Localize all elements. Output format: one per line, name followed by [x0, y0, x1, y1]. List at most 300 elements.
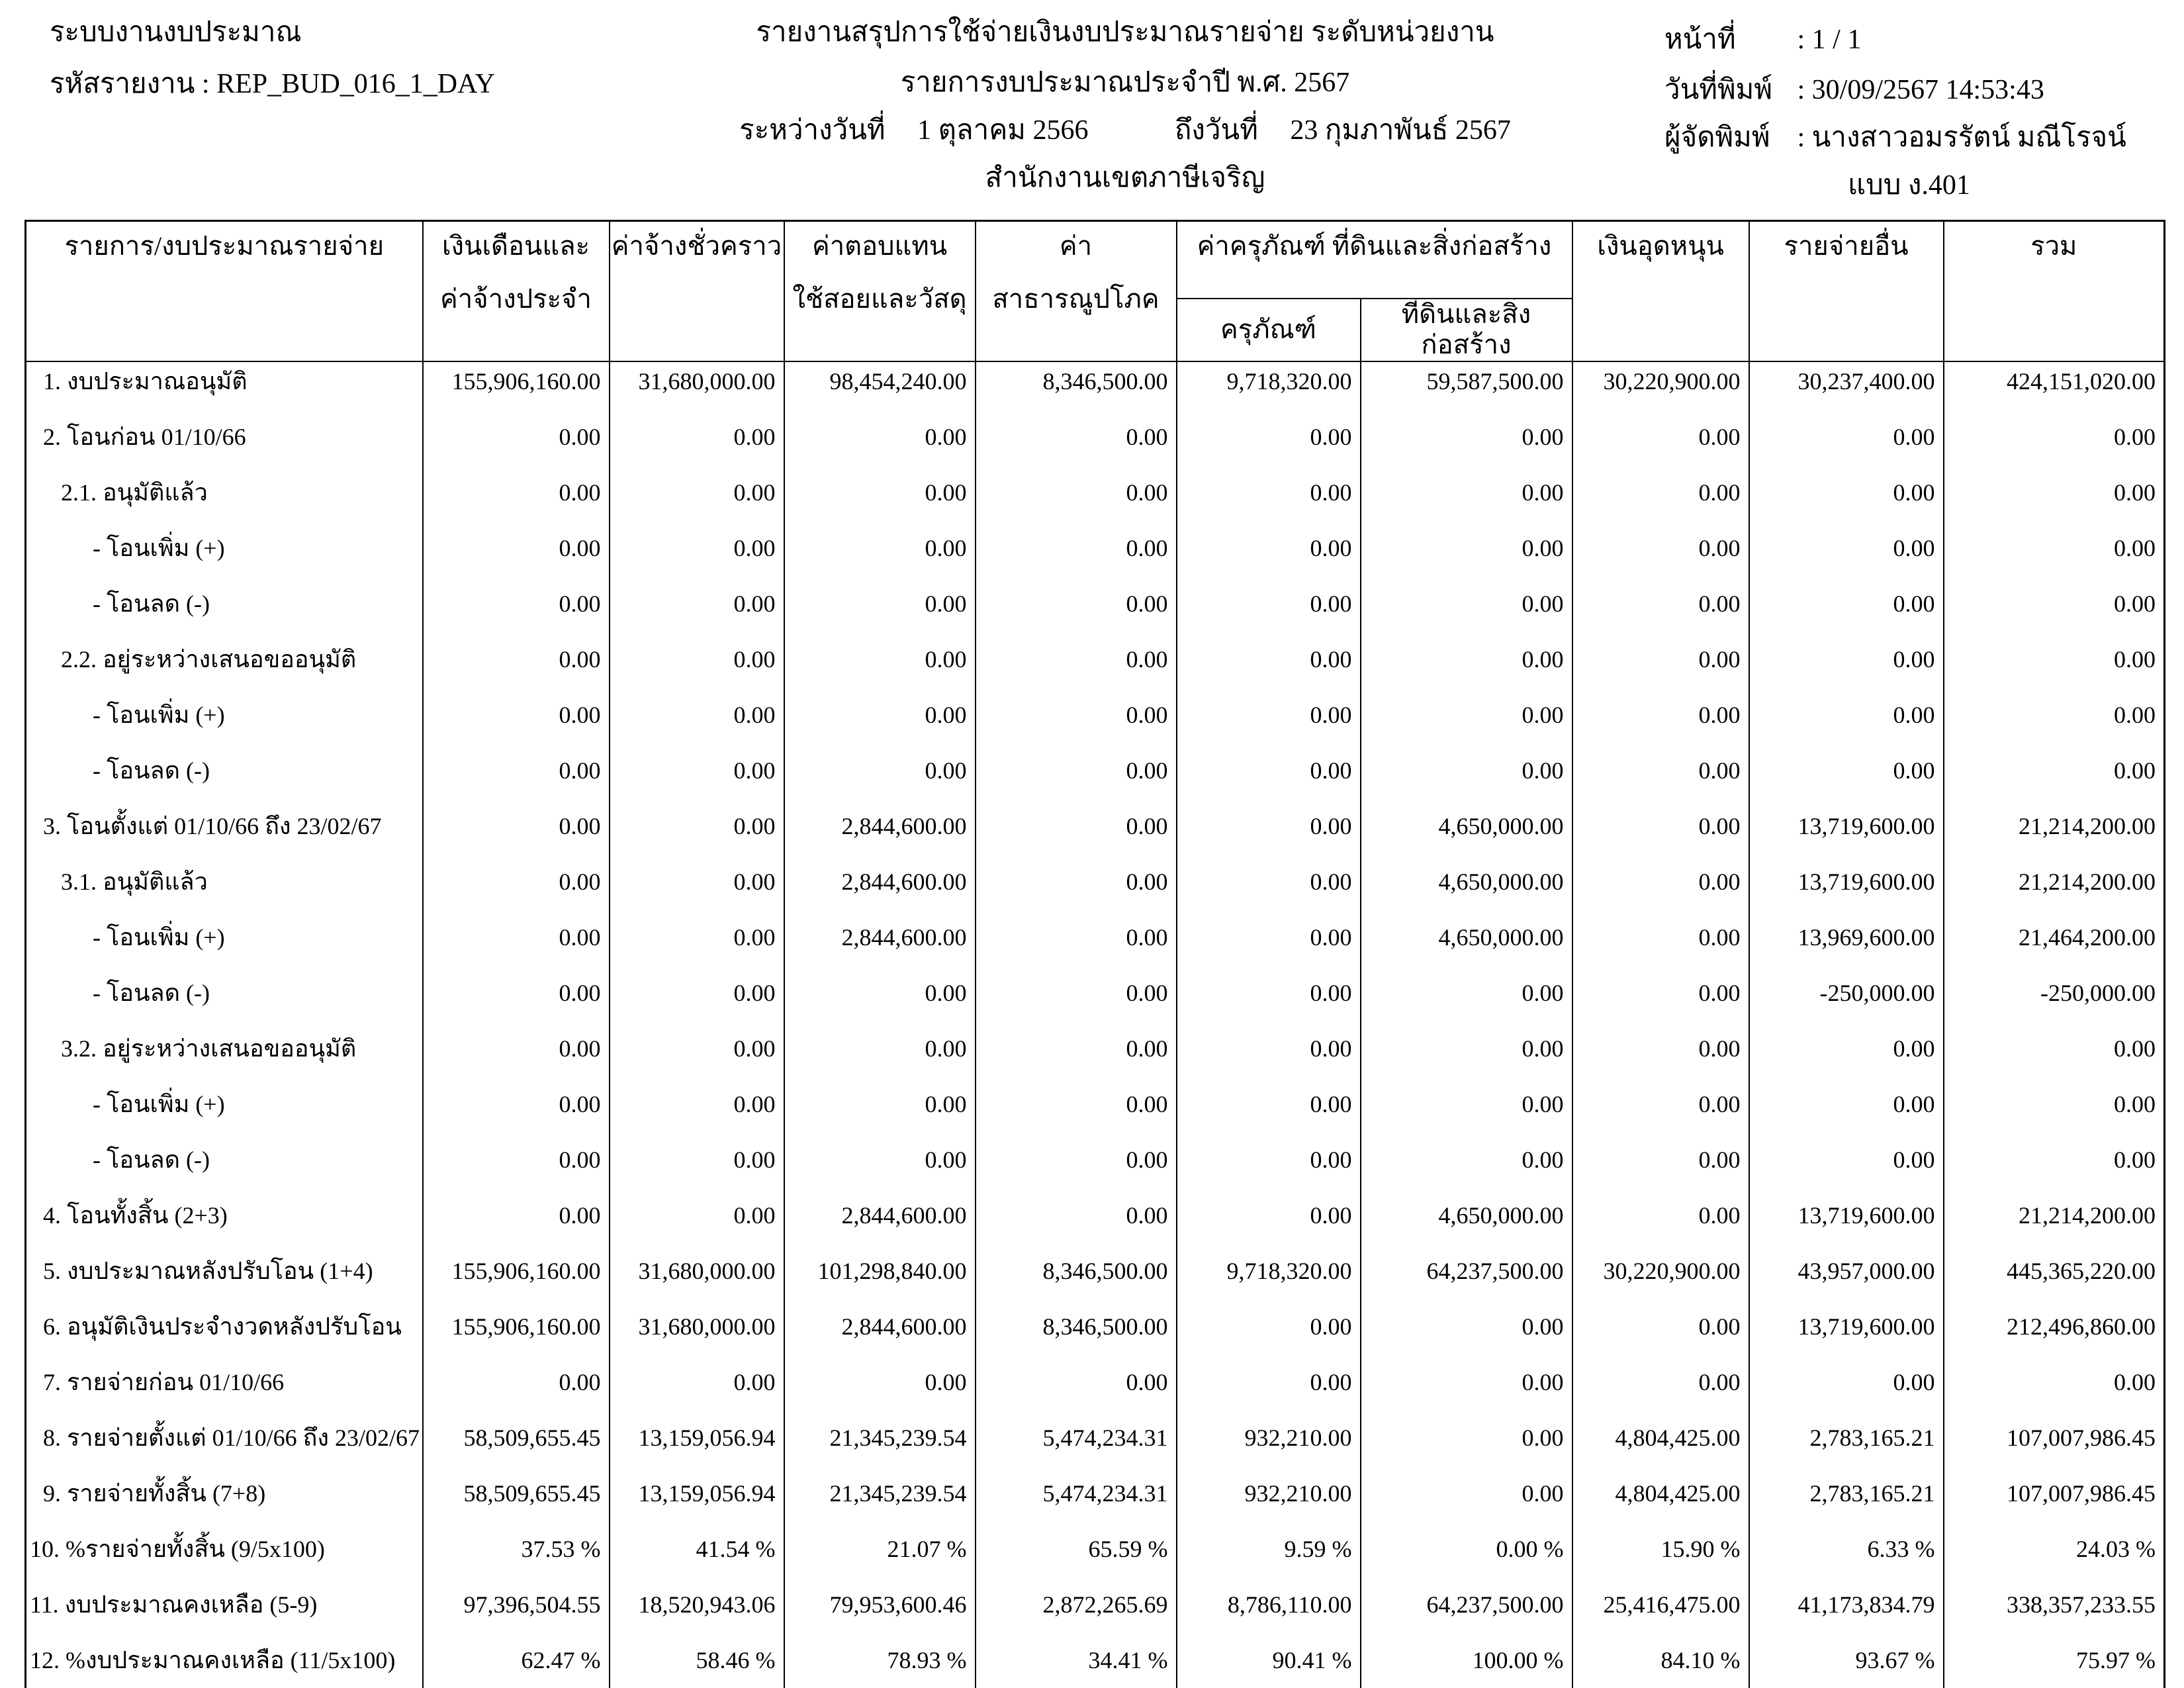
cell-value: 0.00 — [423, 807, 610, 863]
cell-value: 212,496,860.00 — [1944, 1307, 2165, 1363]
cell-value: 31,680,000.00 — [610, 1252, 784, 1307]
cell-value: 107,007,986.45 — [1944, 1474, 2165, 1530]
cell-value: 0.00 — [1572, 807, 1749, 863]
cell-value: 65.59 % — [976, 1530, 1177, 1585]
table-row — [26, 807, 2165, 863]
page-label: หน้าที่ — [1664, 24, 1736, 55]
cell-value: 0.00 — [1177, 1363, 1361, 1419]
table-row — [26, 585, 2165, 640]
col-header-durable-land-group: ค่าครุภัณฑ์ ที่ดินและสิ่งก่อสร้าง — [1177, 221, 1572, 299]
cell-value: 0.00 — [1177, 1196, 1361, 1252]
cell-value: 0.00 — [1177, 1029, 1361, 1085]
cell-value: 0.00 — [976, 807, 1177, 863]
cell-value: 0.00 — [610, 918, 784, 974]
cell-value: 25,416,475.00 — [1572, 1585, 1749, 1641]
row-label: 3.2. อยู่ระหว่างเสนอขออนุมัติ — [26, 1029, 423, 1085]
cell-value: 0.00 — [610, 585, 784, 640]
col-header-compensation — [784, 221, 976, 362]
cell-value: 13,719,600.00 — [1749, 863, 1944, 918]
cell-value: 0.00 — [423, 974, 610, 1029]
cell-value: 0.00 — [1361, 640, 1572, 696]
row-label: 3. โอนตั้งแต่ 01/10/66 ถึง 23/02/67 — [26, 807, 423, 863]
cell-value: 0.00 — [1572, 1085, 1749, 1141]
cell-value: 0.00 — [610, 418, 784, 473]
cell-value: 0.00 — [976, 974, 1177, 1029]
row-label: 3.1. อนุมัติแล้ว — [26, 863, 423, 918]
cell-value: 0.00 — [1177, 974, 1361, 1029]
office-name: สำนักงานเขตภาษีเจริญ — [985, 163, 1265, 193]
cell-value: 0.00 — [423, 529, 610, 585]
cell-value: 0.00 — [1749, 585, 1944, 640]
cell-value: 0.00 — [1749, 1029, 1944, 1085]
report-subtitle: รายการงบประมาณประจำปี พ.ศ. 2567 — [900, 68, 1350, 98]
cell-value: 0.00 — [610, 863, 784, 918]
cell-value: 0.00 — [1749, 1141, 1944, 1196]
cell-value: 58,509,655.45 — [423, 1474, 610, 1530]
cell-value: 21,214,200.00 — [1944, 863, 2165, 918]
table-row — [26, 863, 2165, 918]
cell-value: 0.00 — [1944, 640, 2165, 696]
cell-value: 424,151,020.00 — [1944, 361, 2165, 418]
table-row — [26, 640, 2165, 696]
cell-value: 21,345,239.54 — [784, 1419, 976, 1474]
cell-value: 13,719,600.00 — [1749, 1307, 1944, 1363]
cell-value: 0.00 — [423, 1363, 610, 1419]
row-label: - โอนเพิ่ม (+) — [26, 529, 423, 585]
cell-value: 0.00 — [610, 1085, 784, 1141]
cell-value: 445,365,220.00 — [1944, 1252, 2165, 1307]
table-body — [26, 361, 2165, 1688]
cell-value: 0.00 — [610, 1196, 784, 1252]
cell-value: 13,159,056.94 — [610, 1419, 784, 1474]
cell-value: 0.00 — [423, 640, 610, 696]
cell-value: 0.00 — [976, 529, 1177, 585]
cell-value: 0.00 — [423, 1029, 610, 1085]
cell-value: 37.53 % — [423, 1530, 610, 1585]
cell-value: 90.41 % — [1177, 1641, 1361, 1688]
report-code: รหัสรายงาน : REP_BUD_016_1_DAY — [50, 69, 495, 99]
cell-value: 0.00 — [1749, 1085, 1944, 1141]
cell-value: 0.00 — [1944, 473, 2165, 529]
cell-value: 8,346,500.00 — [976, 1252, 1177, 1307]
row-label: 6. อนุมัติเงินประจำงวดหลังปรับโอน — [26, 1307, 423, 1363]
cell-value: 0.00 — [1749, 640, 1944, 696]
cell-value: 2,844,600.00 — [784, 1307, 976, 1363]
cell-value: 0.00 — [976, 1363, 1177, 1419]
cell-value: 0.00 — [1177, 1085, 1361, 1141]
cell-value: 0.00 — [976, 1196, 1177, 1252]
table-row — [26, 1419, 2165, 1474]
cell-value: 0.00 — [610, 696, 784, 751]
table-row — [26, 918, 2165, 974]
cell-value: 31,680,000.00 — [610, 361, 784, 418]
cell-value: 0.00 — [1361, 585, 1572, 640]
cell-value: 13,969,600.00 — [1749, 918, 1944, 974]
col-header-utility-line1: ค่า — [1059, 231, 1093, 261]
cell-value: 84.10 % — [1572, 1641, 1749, 1688]
cell-value: 0.00 — [1361, 1141, 1572, 1196]
cell-value: 0.00 — [976, 918, 1177, 974]
cell-value: 0.00 — [1944, 585, 2165, 640]
cell-value: 0.00 — [1749, 751, 1944, 807]
cell-value: 41,173,834.79 — [1749, 1585, 1944, 1641]
cell-value: 0.00 — [1177, 751, 1361, 807]
report-date-range — [629, 115, 1621, 146]
cell-value: 0.00 — [976, 696, 1177, 751]
cell-value: 0.00 % — [1361, 1530, 1572, 1585]
cell-value: 0.00 — [1749, 1363, 1944, 1419]
cell-value: 93.67 % — [1749, 1641, 1944, 1688]
cell-value: 9.59 % — [1177, 1530, 1361, 1585]
row-label: - โอนลด (-) — [26, 1141, 423, 1196]
col-header-utility — [976, 221, 1177, 362]
cell-value: 13,719,600.00 — [1749, 1196, 1944, 1252]
cell-value: 0.00 — [1177, 863, 1361, 918]
cell-value: 64,237,500.00 — [1361, 1252, 1572, 1307]
cell-value: 30,220,900.00 — [1572, 1252, 1749, 1307]
table-row — [26, 696, 2165, 751]
cell-value: 932,210.00 — [1177, 1419, 1361, 1474]
print-date-value: : 30/09/2567 14:53:43 — [1797, 75, 2044, 105]
cell-value: 5,474,234.31 — [976, 1474, 1177, 1530]
row-label: 11. งบประมาณคงเหลือ (5-9) — [26, 1585, 423, 1641]
cell-value: 31,680,000.00 — [610, 1307, 784, 1363]
row-label: 5. งบประมาณหลังปรับโอน (1+4) — [26, 1252, 423, 1307]
cell-value: 0.00 — [610, 1141, 784, 1196]
cell-value: 155,906,160.00 — [423, 1307, 610, 1363]
cell-value: 0.00 — [1177, 473, 1361, 529]
cell-value: 0.00 — [1572, 1363, 1749, 1419]
cell-value: 0.00 — [784, 473, 976, 529]
cell-value: 0.00 — [1572, 640, 1749, 696]
cell-value: 8,786,110.00 — [1177, 1585, 1361, 1641]
cell-value: 8,346,500.00 — [976, 1307, 1177, 1363]
cell-value: 0.00 — [1749, 696, 1944, 751]
row-label: 2. โอนก่อน 01/10/66 — [26, 418, 423, 473]
cell-value: 21,214,200.00 — [1944, 1196, 2165, 1252]
cell-value: 0.00 — [1177, 1307, 1361, 1363]
cell-value: 2,872,265.69 — [976, 1585, 1177, 1641]
page-value: : 1 / 1 — [1797, 24, 1862, 55]
cell-value: 21,345,239.54 — [784, 1474, 976, 1530]
col-header-compensation-line2: ใช้สอยและวัสดุ — [792, 284, 967, 314]
cell-value: 0.00 — [423, 1196, 610, 1252]
cell-value: 13,719,600.00 — [1749, 807, 1944, 863]
col-header-temp-wage: ค่าจ้างชั่วคราว — [610, 221, 784, 362]
table-row — [26, 418, 2165, 473]
cell-value: 21,464,200.00 — [1944, 918, 2165, 974]
cell-value: 2,844,600.00 — [784, 918, 976, 974]
col-header-durable: ครุภัณฑ์ — [1177, 299, 1361, 361]
table-row — [26, 974, 2165, 1029]
cell-value: 0.00 — [1572, 418, 1749, 473]
cell-value: 0.00 — [610, 751, 784, 807]
cell-value: 2,783,165.21 — [1749, 1419, 1944, 1474]
cell-value: 155,906,160.00 — [423, 361, 610, 418]
cell-value: 0.00 — [976, 863, 1177, 918]
cell-value: 15.90 % — [1572, 1530, 1749, 1585]
cell-value: 0.00 — [1177, 640, 1361, 696]
cell-value: 0.00 — [1361, 1029, 1572, 1085]
cell-value: 58.46 % — [610, 1641, 784, 1688]
cell-value: 0.00 — [976, 585, 1177, 640]
row-label: - โอนเพิ่ม (+) — [26, 1085, 423, 1141]
col-header-other-expense: รายจ่ายอื่น — [1749, 221, 1944, 362]
form-code: แบบ ง.401 — [1848, 170, 1970, 201]
col-header-salary-line1: เงินเดือนและ — [441, 231, 590, 261]
cell-value: 59,587,500.00 — [1361, 361, 1572, 418]
cell-value: 0.00 — [1944, 1141, 2165, 1196]
cell-value: 4,804,425.00 — [1572, 1474, 1749, 1530]
cell-value: 0.00 — [610, 1029, 784, 1085]
cell-value: 0.00 — [1361, 696, 1572, 751]
cell-value: 0.00 — [976, 473, 1177, 529]
budget-report-table — [24, 220, 2165, 1688]
print-date-label: วันที่พิมพ์ — [1664, 75, 1773, 105]
cell-value: 0.00 — [784, 751, 976, 807]
table-row — [26, 1029, 2165, 1085]
cell-value: 0.00 — [784, 974, 976, 1029]
col-header-item: รายการ/งบประมาณรายจ่าย — [26, 221, 423, 362]
cell-value: 0.00 — [1361, 529, 1572, 585]
cell-value: 0.00 — [976, 1141, 1177, 1196]
cell-value: 0.00 — [1177, 418, 1361, 473]
cell-value: 0.00 — [784, 1363, 976, 1419]
cell-value: 2,783,165.21 — [1749, 1474, 1944, 1530]
cell-value: 0.00 — [1572, 751, 1749, 807]
cell-value: 0.00 — [1177, 529, 1361, 585]
range-to: 23 กุมภาพันธ์ 2567 — [1290, 115, 1511, 146]
row-label: 2.2. อยู่ระหว่างเสนอขออนุมัติ — [26, 640, 423, 696]
cell-value: 9,718,320.00 — [1177, 361, 1361, 418]
cell-value: 0.00 — [1944, 1029, 2165, 1085]
cell-value: 4,804,425.00 — [1572, 1419, 1749, 1474]
col-header-utility-line2: สาธารณูปโภค — [992, 284, 1160, 314]
cell-value: 0.00 — [1944, 1085, 2165, 1141]
row-label: 9. รายจ่ายทั้งสิ้น (7+8) — [26, 1474, 423, 1530]
cell-value: 0.00 — [1361, 1474, 1572, 1530]
table-row — [26, 1141, 2165, 1196]
table-header — [26, 221, 2165, 362]
cell-value: 0.00 — [1361, 1419, 1572, 1474]
table-row — [26, 1530, 2165, 1585]
cell-value: 155,906,160.00 — [423, 1252, 610, 1307]
cell-value: 0.00 — [423, 751, 610, 807]
cell-value: 0.00 — [1572, 1141, 1749, 1196]
table-row — [26, 1363, 2165, 1419]
cell-value: 0.00 — [1572, 863, 1749, 918]
cell-value: 2,844,600.00 — [784, 1196, 976, 1252]
cell-value: 0.00 — [1749, 529, 1944, 585]
cell-value: 78.93 % — [784, 1641, 976, 1688]
table-row — [26, 1252, 2165, 1307]
printed-by-row — [1664, 115, 2126, 159]
cell-value: 4,650,000.00 — [1361, 807, 1572, 863]
cell-value: 0.00 — [1749, 418, 1944, 473]
cell-value: 338,357,233.55 — [1944, 1585, 2165, 1641]
cell-value: 0.00 — [610, 640, 784, 696]
col-header-subsidy: เงินอุดหนุน — [1572, 221, 1749, 362]
row-label: 8. รายจ่ายตั้งแต่ 01/10/66 ถึง 23/02/67 — [26, 1419, 423, 1474]
row-label: - โอนลด (-) — [26, 751, 423, 807]
cell-value: 0.00 — [1361, 1363, 1572, 1419]
cell-value: 0.00 — [1361, 751, 1572, 807]
cell-value: 4,650,000.00 — [1361, 918, 1572, 974]
table-row — [26, 1585, 2165, 1641]
cell-value: 0.00 — [610, 473, 784, 529]
col-header-land: ที่ดินและสิ่งก่อสร้าง — [1361, 299, 1572, 361]
cell-value: 58,509,655.45 — [423, 1419, 610, 1474]
row-label: - โอนลด (-) — [26, 974, 423, 1029]
cell-value: 0.00 — [1177, 807, 1361, 863]
cell-value: 30,220,900.00 — [1572, 361, 1749, 418]
cell-value: 64,237,500.00 — [1361, 1585, 1572, 1641]
cell-value: 0.00 — [1361, 473, 1572, 529]
cell-value: 0.00 — [1572, 529, 1749, 585]
row-label: 10. %รายจ่ายทั้งสิ้น (9/5x100) — [26, 1530, 423, 1585]
row-label: 12. %งบประมาณคงเหลือ (11/5x100) — [26, 1641, 423, 1688]
cell-value: 4,650,000.00 — [1361, 1196, 1572, 1252]
cell-value: 0.00 — [1177, 918, 1361, 974]
cell-value: 0.00 — [423, 585, 610, 640]
table-row — [26, 529, 2165, 585]
cell-value: 0.00 — [1177, 1141, 1361, 1196]
print-date-row — [1664, 68, 2044, 111]
cell-value: 0.00 — [1572, 918, 1749, 974]
cell-value: 24.03 % — [1944, 1530, 2165, 1585]
cell-value: 0.00 — [610, 974, 784, 1029]
printed-by-label: ผู้จัดพิมพ์ — [1664, 122, 1770, 153]
cell-value: 0.00 — [1572, 1029, 1749, 1085]
range-from: 1 ตุลาคม 2566 — [917, 115, 1089, 146]
cell-value: 0.00 — [784, 1141, 976, 1196]
cell-value: 0.00 — [423, 418, 610, 473]
cell-value: 0.00 — [423, 918, 610, 974]
cell-value: -250,000.00 — [1944, 974, 2165, 1029]
col-header-salary — [423, 221, 610, 362]
cell-value: 79,953,600.46 — [784, 1585, 976, 1641]
cell-value: 0.00 — [423, 1085, 610, 1141]
cell-value: 21.07 % — [784, 1530, 976, 1585]
cell-value: 0.00 — [1177, 696, 1361, 751]
cell-value: 0.00 — [1572, 1196, 1749, 1252]
cell-value: 0.00 — [1361, 1307, 1572, 1363]
cell-value: 0.00 — [1572, 1307, 1749, 1363]
cell-value: 0.00 — [784, 529, 976, 585]
cell-value: 0.00 — [423, 863, 610, 918]
cell-value: 0.00 — [976, 1085, 1177, 1141]
cell-value: 41.54 % — [610, 1530, 784, 1585]
cell-value: 34.41 % — [976, 1641, 1177, 1688]
cell-value: 0.00 — [1361, 418, 1572, 473]
cell-value: 18,520,943.06 — [610, 1585, 784, 1641]
range-to-label: ถึงวันที่ — [1175, 115, 1258, 146]
cell-value: 30,237,400.00 — [1749, 361, 1944, 418]
cell-value: 0.00 — [976, 1029, 1177, 1085]
col-header-salary-line2: ค่าจ้างประจำ — [440, 284, 592, 314]
report-title: รายงานสรุปการใช้จ่ายเงินงบประมาณรายจ่าย ระดับหน่วยงาน — [756, 17, 1494, 48]
table-row — [26, 751, 2165, 807]
cell-value: 6.33 % — [1749, 1530, 1944, 1585]
cell-value: 8,346,500.00 — [976, 361, 1177, 418]
table-row — [26, 1474, 2165, 1530]
row-label: 1. งบประมาณอนุมัติ — [26, 361, 423, 418]
cell-value: 0.00 — [1177, 585, 1361, 640]
cell-value: 0.00 — [1944, 529, 2165, 585]
cell-value: 0.00 — [1944, 418, 2165, 473]
cell-value: 0.00 — [1361, 1085, 1572, 1141]
cell-value: 0.00 — [1572, 696, 1749, 751]
cell-value: 0.00 — [784, 640, 976, 696]
cell-value: 0.00 — [1749, 473, 1944, 529]
cell-value: 932,210.00 — [1177, 1474, 1361, 1530]
cell-value: 9,718,320.00 — [1177, 1252, 1361, 1307]
cell-value: 2,844,600.00 — [784, 807, 976, 863]
cell-value: 13,159,056.94 — [610, 1474, 784, 1530]
range-label: ระหว่างวันที่ — [739, 115, 886, 146]
cell-value: 62.47 % — [423, 1641, 610, 1688]
cell-value: 21,214,200.00 — [1944, 807, 2165, 863]
cell-value: 43,957,000.00 — [1749, 1252, 1944, 1307]
cell-value: 0.00 — [423, 1141, 610, 1196]
cell-value: 107,007,986.45 — [1944, 1419, 2165, 1474]
printed-by-value: : นางสาวอมรรัตน์ มณีโรจน์ — [1797, 122, 2126, 153]
col-header-total: รวม — [1944, 221, 2165, 362]
cell-value: 0.00 — [1572, 585, 1749, 640]
cell-value: 0.00 — [976, 418, 1177, 473]
cell-value: 101,298,840.00 — [784, 1252, 976, 1307]
cell-value: 0.00 — [610, 529, 784, 585]
cell-value: 0.00 — [423, 696, 610, 751]
table-row — [26, 1085, 2165, 1141]
system-name: ระบบงานงบประมาณ — [50, 17, 302, 48]
table-row — [26, 1196, 2165, 1252]
cell-value: 0.00 — [784, 585, 976, 640]
cell-value: 2,844,600.00 — [784, 863, 976, 918]
row-label: 7. รายจ่ายก่อน 01/10/66 — [26, 1363, 423, 1419]
cell-value: 0.00 — [976, 640, 1177, 696]
cell-value: 0.00 — [1572, 473, 1749, 529]
row-label: - โอนเพิ่ม (+) — [26, 918, 423, 974]
cell-value: 0.00 — [610, 807, 784, 863]
row-label: 2.1. อนุมัติแล้ว — [26, 473, 423, 529]
row-label: - โอนลด (-) — [26, 585, 423, 640]
page-number-row — [1664, 17, 1861, 61]
cell-value: 0.00 — [976, 751, 1177, 807]
row-label: - โอนเพิ่ม (+) — [26, 696, 423, 751]
cell-value: 0.00 — [784, 1029, 976, 1085]
row-label: 4. โอนทั้งสิ้น (2+3) — [26, 1196, 423, 1252]
cell-value: 0.00 — [1572, 974, 1749, 1029]
cell-value: 0.00 — [784, 418, 976, 473]
cell-value: 97,396,504.55 — [423, 1585, 610, 1641]
cell-value: 75.97 % — [1944, 1641, 2165, 1688]
cell-value: 5,474,234.31 — [976, 1419, 1177, 1474]
cell-value: 4,650,000.00 — [1361, 863, 1572, 918]
cell-value: 0.00 — [423, 473, 610, 529]
cell-value: 0.00 — [610, 1363, 784, 1419]
cell-value: 0.00 — [1944, 696, 2165, 751]
table-row — [26, 361, 2165, 418]
table-row — [26, 1307, 2165, 1363]
table-row — [26, 473, 2165, 529]
cell-value: 0.00 — [1944, 751, 2165, 807]
cell-value: 0.00 — [784, 1085, 976, 1141]
cell-value: 98,454,240.00 — [784, 361, 976, 418]
col-header-compensation-line1: ค่าตอบแทน — [811, 231, 948, 261]
cell-value: 0.00 — [1944, 1363, 2165, 1419]
cell-value: 0.00 — [784, 696, 976, 751]
